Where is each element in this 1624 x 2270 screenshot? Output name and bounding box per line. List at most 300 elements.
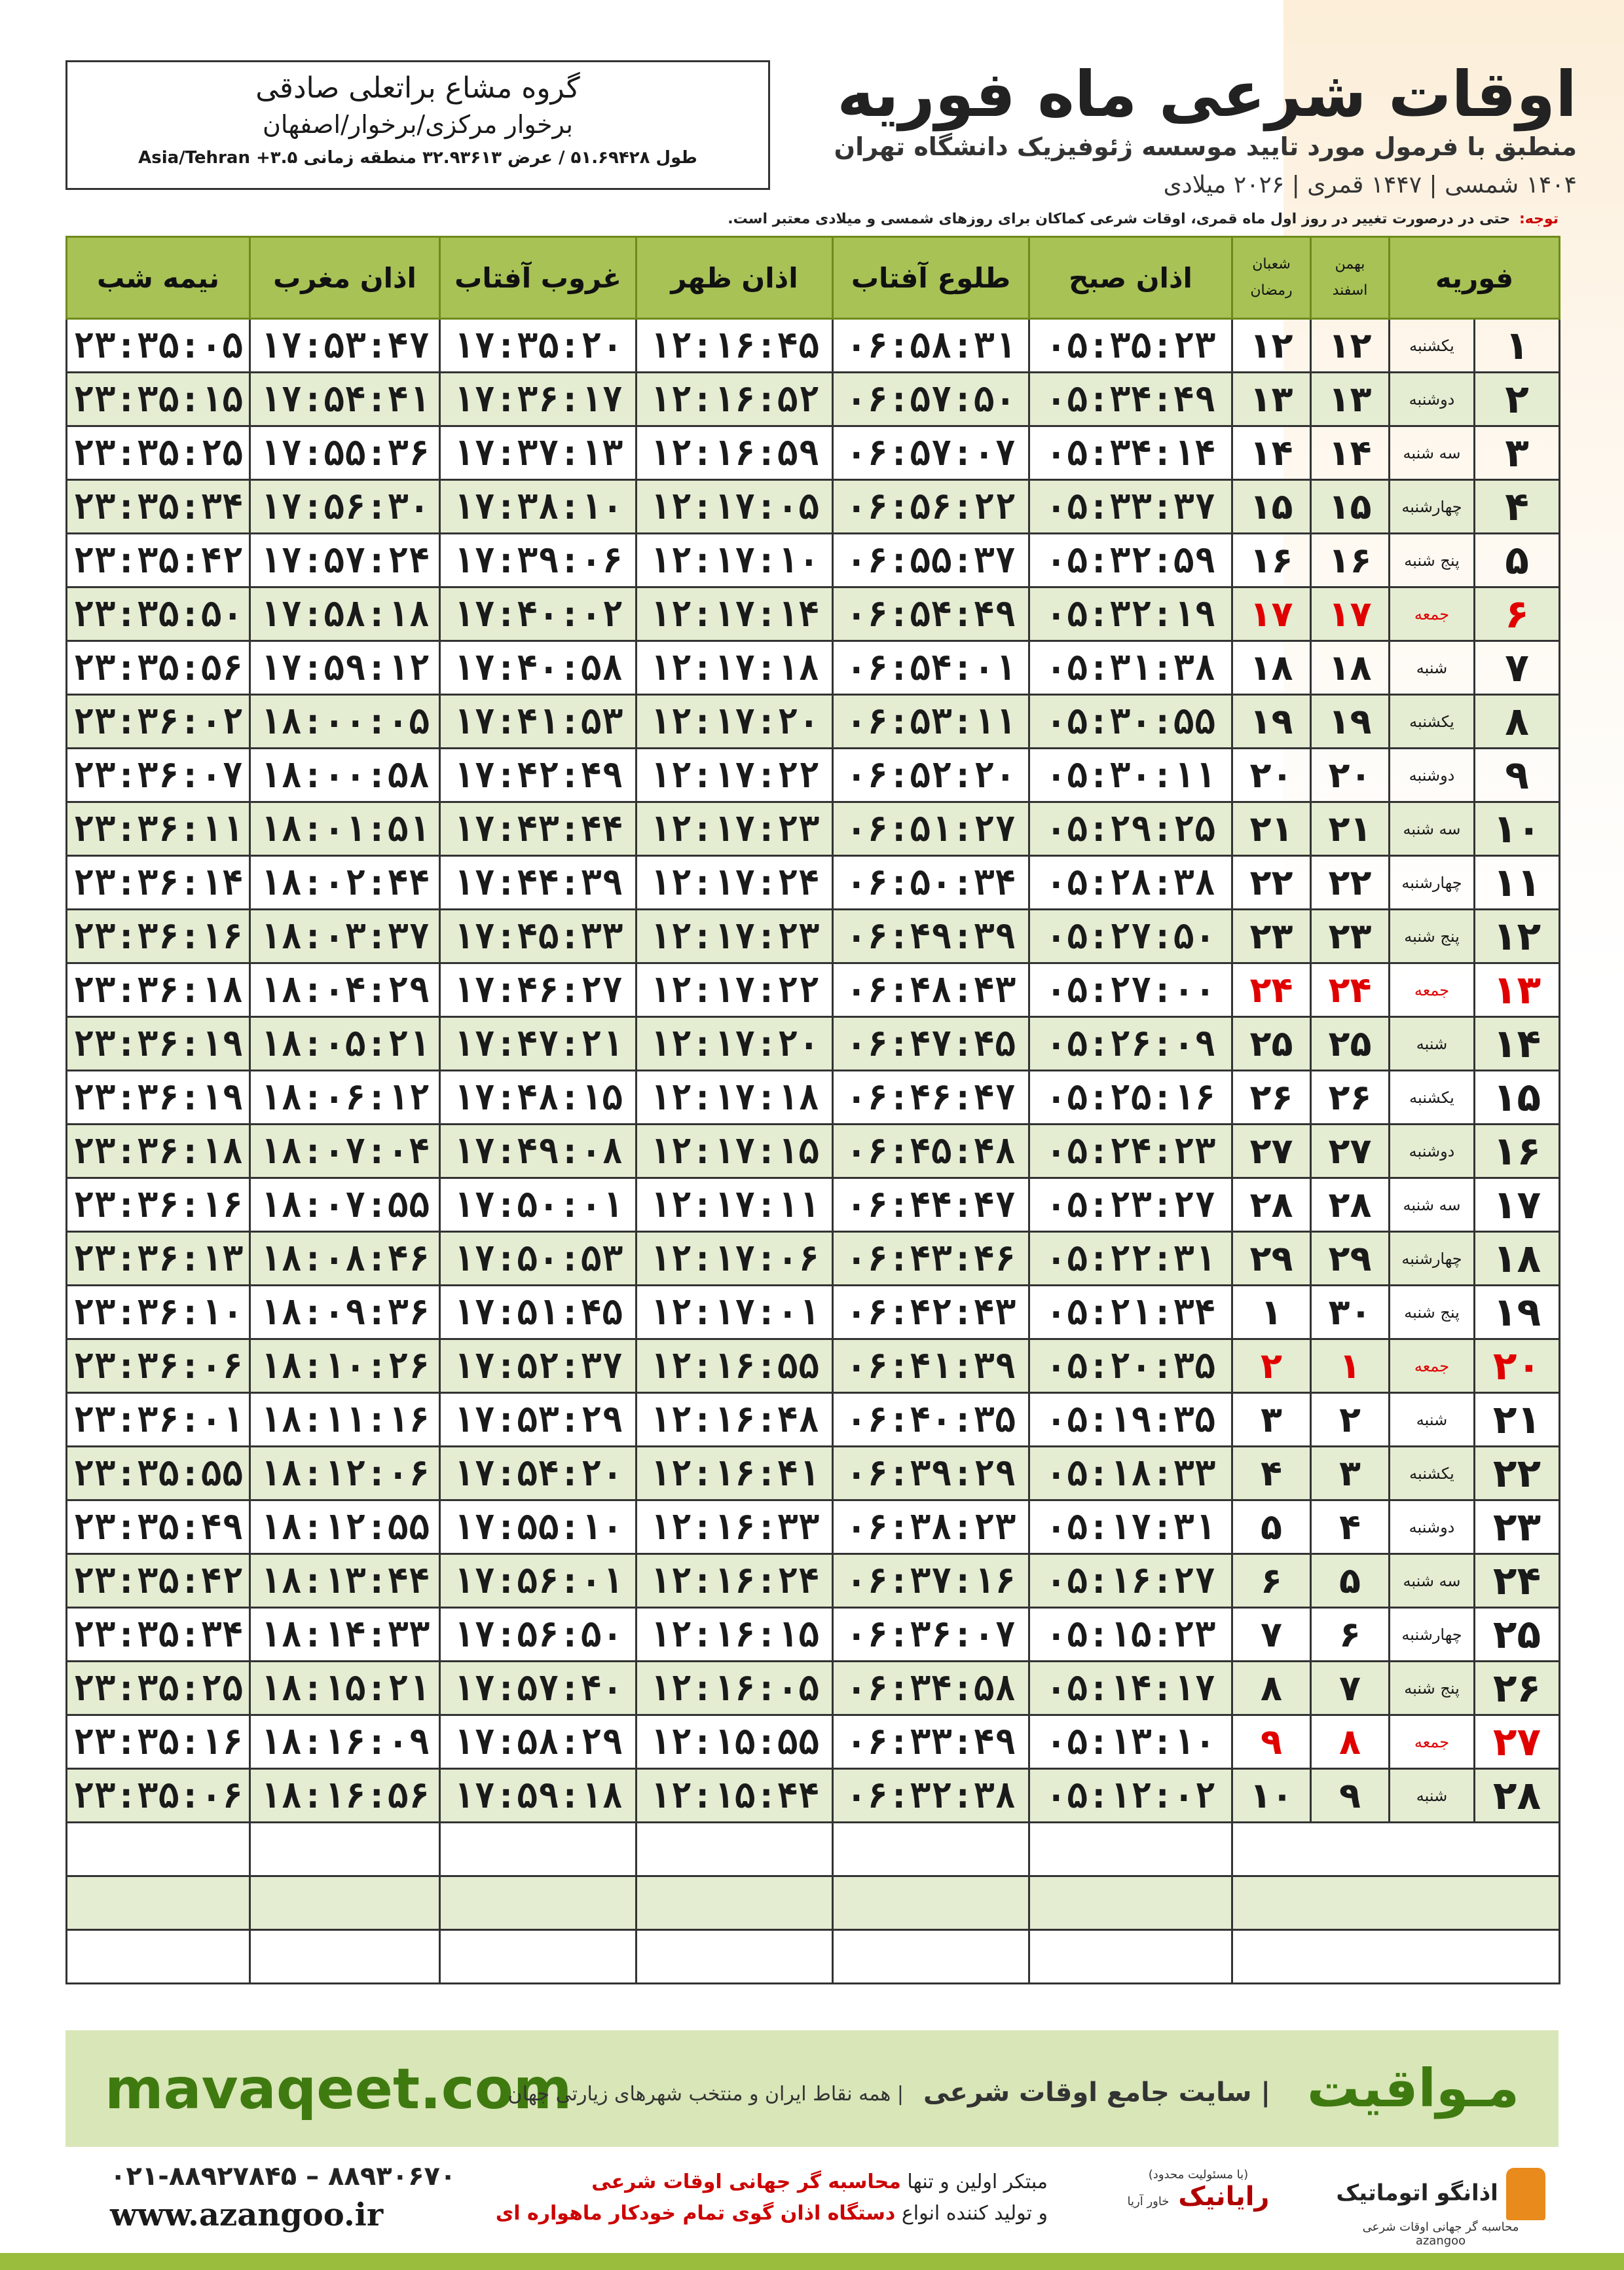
cell-maghrib: ۱۸:۰۳:۳۷: [250, 910, 440, 963]
cell-dhuhr: ۱۲:۱۷:۲۳: [637, 910, 833, 963]
cell-dhuhr: ۱۲:۱۶:۴۱: [637, 1447, 833, 1500]
table-row: [67, 426, 1560, 480]
cell-fajr: ۰۵:۳۲:۱۹: [1029, 587, 1232, 641]
cell-dhuhr: ۱۲:۱۷:۲۳: [637, 802, 833, 856]
cell-fajr: ۰۵:۲۳:۲۷: [1029, 1178, 1232, 1232]
cell-sunset: ۱۷:۵۸:۲۹: [440, 1715, 637, 1769]
cell-hijri: ۱۳: [1232, 373, 1311, 426]
description-line-1: [458, 2167, 1048, 2198]
empty-cell: [440, 1876, 637, 1930]
cell-midnight: ۲۳:۳۶:۱۹: [67, 1071, 250, 1125]
cell-sunrise: ۰۶:۳۲:۳۸: [833, 1769, 1029, 1823]
cell-day: ۹: [1475, 749, 1560, 802]
cell-day: ۲: [1475, 373, 1560, 426]
cell-dhuhr: ۱۲:۱۷:۲۰: [637, 695, 833, 749]
cell-maghrib: ۱۸:۱۶:۰۹: [250, 1715, 440, 1769]
cell-dhuhr: ۱۲:۱۷:۱۸: [637, 641, 833, 695]
cell-maghrib: ۱۷:۵۳:۴۷: [250, 319, 440, 373]
cell-hijri: ۱۸: [1232, 641, 1311, 695]
cell-fajr: ۰۵:۲۴:۲۳: [1029, 1125, 1232, 1178]
empty-cell: [1029, 1876, 1232, 1930]
empty-cell: [250, 1876, 440, 1930]
cell-day: ۲۲: [1475, 1447, 1560, 1500]
cell-hijri: ۲۹: [1232, 1232, 1311, 1286]
cell-midnight: ۲۳:۳۵:۰۶: [67, 1769, 250, 1823]
table-row: [67, 1286, 1560, 1339]
cell-hijri: ۲۴: [1232, 963, 1311, 1017]
empty-row: [67, 1823, 1560, 1876]
cell-sunrise: ۰۶:۴۰:۳۵: [833, 1393, 1029, 1447]
cell-maghrib: ۱۸:۰۵:۲۱: [250, 1017, 440, 1071]
cell-midnight: ۲۳:۳۶:۱۶: [67, 1178, 250, 1232]
cell-maghrib: ۱۸:۱۲:۰۶: [250, 1447, 440, 1500]
cell-sunrise: ۰۶:۵۳:۱۱: [833, 695, 1029, 749]
website-link[interactable]: www.azangoo.ir: [110, 2197, 384, 2233]
cell-weekday: جمعه: [1390, 1715, 1475, 1769]
cell-dhuhr: ۱۲:۱۶:۳۳: [637, 1500, 833, 1554]
cell-sunrise: ۰۶:۳۹:۲۹: [833, 1447, 1029, 1500]
empty-cell: [833, 1930, 1029, 1984]
table-row: [67, 1608, 1560, 1662]
cell-midnight: ۲۳:۳۵:۴۲: [67, 1554, 250, 1608]
cell-midnight: ۲۳:۳۶:۱۶: [67, 910, 250, 963]
cell-fajr: ۰۵:۲۷:۰۰: [1029, 963, 1232, 1017]
contact-info: [110, 2161, 456, 2233]
cell-hijri: ۵: [1232, 1500, 1311, 1554]
cell-hijri: ۴: [1232, 1447, 1311, 1500]
cell-fajr: ۰۵:۱۲:۰۲: [1029, 1769, 1232, 1823]
cell-midnight: ۲۳:۳۵:۳۴: [67, 480, 250, 534]
cell-weekday: سه شنبه: [1390, 426, 1475, 480]
cell-day: ۲۸: [1475, 1769, 1560, 1823]
table-row: [67, 1178, 1560, 1232]
cell-fajr: ۰۵:۲۰:۳۵: [1029, 1339, 1232, 1393]
cell-fajr: ۰۵:۲۹:۲۵: [1029, 802, 1232, 856]
cell-dhuhr: ۱۲:۱۷:۱۸: [637, 1071, 833, 1125]
cell-maghrib: ۱۸:۱۰:۲۶: [250, 1339, 440, 1393]
cell-shamsi: ۲۳: [1311, 910, 1390, 963]
cell-hijri: ۲۱: [1232, 802, 1311, 856]
cell-shamsi: ۲۶: [1311, 1071, 1390, 1125]
cell-sunrise: ۰۶:۵۷:۰۷: [833, 426, 1029, 480]
cell-sunrise: ۰۶:۵۸:۳۱: [833, 319, 1029, 373]
rayanik-logo: [1113, 2168, 1283, 2212]
cell-day: ۱۴: [1475, 1017, 1560, 1071]
cell-midnight: ۲۳:۳۵:۴۲: [67, 534, 250, 587]
cell-hijri: ۲۲: [1232, 856, 1311, 910]
cell-sunrise: ۰۶:۳۷:۱۶: [833, 1554, 1029, 1608]
cell-day: ۲۵: [1475, 1608, 1560, 1662]
cell-sunset: ۱۷:۴۵:۳۳: [440, 910, 637, 963]
cell-sunset: ۱۷:۴۸:۱۵: [440, 1071, 637, 1125]
cell-hijri: ۱۵: [1232, 480, 1311, 534]
cell-sunset: ۱۷:۳۵:۲۰: [440, 319, 637, 373]
cell-shamsi: ۸: [1311, 1715, 1390, 1769]
cell-dhuhr: ۱۲:۱۷:۱۰: [637, 534, 833, 587]
cell-hijri: ۲۰: [1232, 749, 1311, 802]
cell-weekday: یکشنبه: [1390, 1447, 1475, 1500]
empty-cell: [1232, 1876, 1560, 1930]
cell-fajr: ۰۵:۲۷:۵۰: [1029, 910, 1232, 963]
cell-day: ۲۰: [1475, 1339, 1560, 1393]
table-row: [67, 1500, 1560, 1554]
cell-weekday: دوشنبه: [1390, 749, 1475, 802]
cell-weekday: یکشنبه: [1390, 319, 1475, 373]
cell-day: ۱۸: [1475, 1232, 1560, 1286]
cell-dhuhr: ۱۲:۱۷:۲۴: [637, 856, 833, 910]
cell-fajr: ۰۵:۳۳:۳۷: [1029, 480, 1232, 534]
header: [804, 60, 1577, 198]
empty-row: [67, 1930, 1560, 1984]
table-row: [67, 910, 1560, 963]
cell-hijri: ۲: [1232, 1339, 1311, 1393]
cell-maghrib: ۱۷:۵۵:۳۶: [250, 426, 440, 480]
col-maghrib: اذان مغرب: [250, 237, 440, 319]
col-hijri-top: شعبان: [1252, 256, 1291, 273]
cell-maghrib: ۱۸:۰۱:۵۱: [250, 802, 440, 856]
cell-hijri: ۶: [1232, 1554, 1311, 1608]
cell-hijri: ۳: [1232, 1393, 1311, 1447]
cell-fajr: ۰۵:۲۸:۳۸: [1029, 856, 1232, 910]
cell-shamsi: ۳۰: [1311, 1286, 1390, 1339]
cell-dhuhr: ۱۲:۱۷:۱۱: [637, 1178, 833, 1232]
cell-hijri: ۷: [1232, 1608, 1311, 1662]
cell-maghrib: ۱۸:۱۱:۱۶: [250, 1393, 440, 1447]
cell-midnight: ۲۳:۳۶:۰۲: [67, 695, 250, 749]
cell-weekday: پنج شنبه: [1390, 1286, 1475, 1339]
company-description: [458, 2167, 1048, 2229]
cell-maghrib: ۱۷:۵۴:۴۱: [250, 373, 440, 426]
cell-shamsi: ۲۴: [1311, 963, 1390, 1017]
cell-dhuhr: ۱۲:۱۷:۲۲: [637, 963, 833, 1017]
phone-numbers: ۰۲۱-۸۸۹۲۷۸۴۵ – ۸۸۹۳۰۶۷۰: [110, 2161, 456, 2191]
cell-sunset: ۱۷:۵۶:۰۱: [440, 1554, 637, 1608]
cell-sunset: ۱۷:۵۱:۴۵: [440, 1286, 637, 1339]
cell-sunrise: ۰۶:۴۶:۴۷: [833, 1071, 1029, 1125]
brand-tagline: | سایت جامع اوقات شرعی: [923, 2077, 1270, 2108]
cell-midnight: ۲۳:۳۵:۲۵: [67, 1662, 250, 1715]
cell-fajr: ۰۵:۲۲:۳۱: [1029, 1232, 1232, 1286]
cell-dhuhr: ۱۲:۱۷:۲۲: [637, 749, 833, 802]
cell-sunrise: ۰۶:۵۷:۵۰: [833, 373, 1029, 426]
cell-sunset: ۱۷:۵۷:۴۰: [440, 1662, 637, 1715]
cell-day: ۲۷: [1475, 1715, 1560, 1769]
cell-weekday: سه شنبه: [1390, 802, 1475, 856]
cell-sunrise: ۰۶:۵۲:۲۰: [833, 749, 1029, 802]
cell-maghrib: ۱۸:۰۷:۵۵: [250, 1178, 440, 1232]
empty-row: [67, 1876, 1560, 1930]
cell-dhuhr: ۱۲:۱۶:۱۵: [637, 1608, 833, 1662]
cell-day: ۴: [1475, 480, 1560, 534]
empty-cell: [440, 1930, 637, 1984]
empty-cell: [637, 1823, 833, 1876]
cell-weekday: چهارشنبه: [1390, 480, 1475, 534]
cell-midnight: ۲۳:۳۶:۰۶: [67, 1339, 250, 1393]
cell-maghrib: ۱۸:۰۲:۴۴: [250, 856, 440, 910]
empty-cell: [1029, 1930, 1232, 1984]
cell-sunrise: ۰۶:۴۱:۳۹: [833, 1339, 1029, 1393]
col-hijri-bottom: رمضان: [1250, 282, 1293, 299]
cell-sunset: ۱۷:۴۶:۲۷: [440, 963, 637, 1017]
empty-cell: [637, 1876, 833, 1930]
cell-sunrise: ۰۶:۳۶:۰۷: [833, 1608, 1029, 1662]
rayanik-logo-note: (با مسئولیت محدود): [1148, 2168, 1249, 2182]
empty-cell: [440, 1823, 637, 1876]
col-shamsi-top: بهمن: [1335, 256, 1365, 273]
cell-fajr: ۰۵:۳۲:۵۹: [1029, 534, 1232, 587]
cell-weekday: یکشنبه: [1390, 1071, 1475, 1125]
cell-maghrib: ۱۸:۱۲:۵۵: [250, 1500, 440, 1554]
cell-fajr: ۰۵:۳۰:۱۱: [1029, 749, 1232, 802]
cell-midnight: ۲۳:۳۵:۵۵: [67, 1447, 250, 1500]
cell-shamsi: ۲۵: [1311, 1017, 1390, 1071]
cell-hijri: ۲۸: [1232, 1178, 1311, 1232]
cell-hijri: ۲۶: [1232, 1071, 1311, 1125]
table-row: [67, 1715, 1560, 1769]
cell-shamsi: ۹: [1311, 1769, 1390, 1823]
cell-dhuhr: ۱۲:۱۷:۰۶: [637, 1232, 833, 1286]
cell-fajr: ۰۵:۱۴:۱۷: [1029, 1662, 1232, 1715]
minaret-icon: [1506, 2168, 1545, 2220]
cell-midnight: ۲۳:۳۶:۱۴: [67, 856, 250, 910]
cell-maghrib: ۱۸:۱۶:۵۶: [250, 1769, 440, 1823]
cell-midnight: ۲۳:۳۶:۱۹: [67, 1017, 250, 1071]
col-shamsi-bottom: اسفند: [1332, 282, 1368, 299]
cell-weekday: جمعه: [1390, 587, 1475, 641]
cell-hijri: ۱۰: [1232, 1769, 1311, 1823]
col-sunset: غروب آفتاب: [440, 237, 637, 319]
cell-shamsi: ۲۰: [1311, 749, 1390, 802]
cell-sunset: ۱۷:۵۴:۲۰: [440, 1447, 637, 1500]
cell-sunset: ۱۷:۵۵:۱۰: [440, 1500, 637, 1554]
cell-shamsi: ۱۵: [1311, 480, 1390, 534]
table-row: [67, 1393, 1560, 1447]
table-row: [67, 1769, 1560, 1823]
cell-sunset: ۱۷:۴۰:۰۲: [440, 587, 637, 641]
cell-maghrib: ۱۸:۰۴:۲۹: [250, 963, 440, 1017]
description-2b: دستگاه اذان گوی تمام خودکار ماهواره ای: [495, 2202, 896, 2225]
cell-maghrib: ۱۸:۱۳:۴۴: [250, 1554, 440, 1608]
location-coordinates: طول ۵۱.۶۹۴۲۸ / عرض ۳۲.۹۳۶۱۳ منطقه زمانی ۳.۵+ Asia/Tehran: [138, 148, 697, 168]
calendar-years: ۱۴۰۴ شمسی | ۱۴۴۷ قمری | ۲۰۲۶ میلادی: [1163, 171, 1577, 198]
cell-maghrib: ۱۷:۵۸:۱۸: [250, 587, 440, 641]
table-row: [67, 963, 1560, 1017]
cell-sunset: ۱۷:۵۳:۲۹: [440, 1393, 637, 1447]
cell-weekday: دوشنبه: [1390, 373, 1475, 426]
cell-maghrib: ۱۸:۰۹:۳۶: [250, 1286, 440, 1339]
cell-weekday: سه شنبه: [1390, 1178, 1475, 1232]
col-hijri: [1232, 237, 1311, 319]
cell-shamsi: ۲۱: [1311, 802, 1390, 856]
table-row: [67, 1554, 1560, 1608]
cell-shamsi: ۳: [1311, 1447, 1390, 1500]
cell-maghrib: ۱۸:۰۶:۱۲: [250, 1071, 440, 1125]
cell-dhuhr: ۱۲:۱۷:۲۰: [637, 1017, 833, 1071]
empty-cell: [1232, 1930, 1560, 1984]
table-row: [67, 534, 1560, 587]
note-text: حتی در درصورت تغییر در روز اول ماه قمری، اوقات شرعی کماکان برای روزهای شمسی و میلادی معتبر است.: [728, 211, 1511, 227]
empty-cell: [67, 1876, 250, 1930]
table-row: [67, 641, 1560, 695]
cell-day: ۱۳: [1475, 963, 1560, 1017]
cell-weekday: شنبه: [1390, 1393, 1475, 1447]
empty-cell: [250, 1823, 440, 1876]
cell-midnight: ۲۳:۳۵:۲۵: [67, 426, 250, 480]
cell-hijri: ۲۷: [1232, 1125, 1311, 1178]
cell-midnight: ۲۳:۳۶:۰۱: [67, 1393, 250, 1447]
brand-tagline-2: | همه نقاط ایران و منتخب شهرهای زیارتی جهان: [507, 2083, 904, 2106]
cell-fajr: ۰۵:۳۴:۱۴: [1029, 426, 1232, 480]
cell-midnight: ۲۳:۳۶:۱۸: [67, 1125, 250, 1178]
cell-sunset: ۱۷:۴۱:۵۳: [440, 695, 637, 749]
cell-sunset: ۱۷:۴۷:۲۱: [440, 1017, 637, 1071]
cell-weekday: جمعه: [1390, 963, 1475, 1017]
location-name: گروه مشاع براتعلی صادقی: [255, 71, 580, 105]
cell-sunrise: ۰۶:۵۴:۰۱: [833, 641, 1029, 695]
cell-sunset: ۱۷:۵۲:۳۷: [440, 1339, 637, 1393]
cell-midnight: ۲۳:۳۶:۱۱: [67, 802, 250, 856]
cell-fajr: ۰۵:۳۴:۴۹: [1029, 373, 1232, 426]
location-box: [65, 60, 770, 190]
cell-weekday: چهارشنبه: [1390, 856, 1475, 910]
note-label: توجه:: [1519, 211, 1559, 227]
empty-cell: [67, 1930, 250, 1984]
table-row: [67, 1447, 1560, 1500]
cell-shamsi: ۲۲: [1311, 856, 1390, 910]
cell-fajr: ۰۵:۱۶:۲۷: [1029, 1554, 1232, 1608]
note: [65, 211, 1559, 227]
col-dhuhr: اذان ظهر: [637, 237, 833, 319]
table-row: [67, 373, 1560, 426]
cell-maghrib: ۱۷:۵۹:۱۲: [250, 641, 440, 695]
cell-fajr: ۰۵:۲۵:۱۶: [1029, 1071, 1232, 1125]
cell-fajr: ۰۵:۲۱:۳۴: [1029, 1286, 1232, 1339]
cell-maghrib: ۱۷:۵۶:۳۰: [250, 480, 440, 534]
cell-day: ۱۰: [1475, 802, 1560, 856]
cell-day: ۷: [1475, 641, 1560, 695]
table-row: [67, 1017, 1560, 1071]
cell-midnight: ۲۳:۳۵:۱۵: [67, 373, 250, 426]
cell-sunset: ۱۷:۳۹:۰۶: [440, 534, 637, 587]
cell-maghrib: ۱۸:۰۰:۵۸: [250, 749, 440, 802]
cell-hijri: ۹: [1232, 1715, 1311, 1769]
cell-sunrise: ۰۶:۵۵:۳۷: [833, 534, 1029, 587]
cell-shamsi: ۷: [1311, 1662, 1390, 1715]
cell-day: ۱۷: [1475, 1178, 1560, 1232]
col-fajr: اذان صبح: [1029, 237, 1232, 319]
description-1b: محاسبه گر جهانی اوقات شرعی: [591, 2170, 901, 2193]
cell-day: ۵: [1475, 534, 1560, 587]
footer-banner: [65, 2030, 1559, 2147]
cell-day: ۱۹: [1475, 1286, 1560, 1339]
cell-fajr: ۰۵:۳۰:۵۵: [1029, 695, 1232, 749]
table-row: [67, 749, 1560, 802]
cell-sunrise: ۰۶:۴۲:۴۳: [833, 1286, 1029, 1339]
cell-day: ۱۲: [1475, 910, 1560, 963]
cell-midnight: ۲۳:۳۵:۵۶: [67, 641, 250, 695]
cell-weekday: شنبه: [1390, 641, 1475, 695]
cell-day: ۱۵: [1475, 1071, 1560, 1125]
rayanik-logo-title: رایانیک: [1178, 2182, 1270, 2212]
cell-shamsi: ۲۹: [1311, 1232, 1390, 1286]
cell-weekday: یکشنبه: [1390, 695, 1475, 749]
cell-day: ۳: [1475, 426, 1560, 480]
cell-dhuhr: ۱۲:۱۶:۴۸: [637, 1393, 833, 1447]
cell-maghrib: ۱۸:۱۴:۳۳: [250, 1608, 440, 1662]
cell-shamsi: ۲۷: [1311, 1125, 1390, 1178]
cell-sunrise: ۰۶:۵۴:۴۹: [833, 587, 1029, 641]
cell-sunset: ۱۷:۳۷:۱۳: [440, 426, 637, 480]
cell-sunrise: ۰۶:۴۴:۴۷: [833, 1178, 1029, 1232]
cell-maghrib: ۱۸:۰۷:۰۴: [250, 1125, 440, 1178]
cell-midnight: ۲۳:۳۶:۰۷: [67, 749, 250, 802]
col-month: فوریه: [1390, 237, 1560, 319]
cell-weekday: شنبه: [1390, 1017, 1475, 1071]
cell-midnight: ۲۳:۳۵:۴۹: [67, 1500, 250, 1554]
cell-hijri: ۲۵: [1232, 1017, 1311, 1071]
cell-hijri: ۱: [1232, 1286, 1311, 1339]
cell-sunset: ۱۷:۵۹:۱۸: [440, 1769, 637, 1823]
cell-sunrise: ۰۶:۳۳:۴۹: [833, 1715, 1029, 1769]
cell-shamsi: ۱۹: [1311, 695, 1390, 749]
cell-weekday: شنبه: [1390, 1769, 1475, 1823]
cell-sunset: ۱۷:۳۸:۱۰: [440, 480, 637, 534]
cell-sunset: ۱۷:۴۰:۵۸: [440, 641, 637, 695]
cell-shamsi: ۱۶: [1311, 534, 1390, 587]
cell-day: ۲۱: [1475, 1393, 1560, 1447]
cell-midnight: ۲۳:۳۵:۰۵: [67, 319, 250, 373]
cell-dhuhr: ۱۲:۱۶:۰۵: [637, 1662, 833, 1715]
location-region: برخوار مرکزی/برخوار/اصفهان: [263, 110, 573, 139]
bottom-bar: [0, 2253, 1624, 2270]
table-row: [67, 802, 1560, 856]
cell-shamsi: ۱۷: [1311, 587, 1390, 641]
cell-sunrise: ۰۶:۳۸:۲۳: [833, 1500, 1029, 1554]
cell-dhuhr: ۱۲:۱۶:۵۹: [637, 426, 833, 480]
col-sunrise: طلوع آفتاب: [833, 237, 1029, 319]
table-body: [67, 319, 1560, 1984]
cell-day: ۱: [1475, 319, 1560, 373]
cell-fajr: ۰۵:۱۹:۳۵: [1029, 1393, 1232, 1447]
description-2a: و تولید کننده انواع: [901, 2202, 1048, 2225]
cell-shamsi: ۱: [1311, 1339, 1390, 1393]
site-url[interactable]: mavaqeet.com: [105, 2056, 572, 2122]
cell-midnight: ۲۳:۳۶:۱۰: [67, 1286, 250, 1339]
prayer-times-table: [65, 236, 1560, 1984]
page-subtitle: منطبق با فرمول مورد تایید موسسه ژئوفیزیک دانشگاه تهران: [834, 132, 1577, 161]
cell-weekday: پنج شنبه: [1390, 534, 1475, 587]
cell-weekday: چهارشنبه: [1390, 1232, 1475, 1286]
cell-weekday: جمعه: [1390, 1339, 1475, 1393]
table-row: [67, 587, 1560, 641]
cell-sunset: ۱۷:۴۲:۴۹: [440, 749, 637, 802]
table-row: [67, 1662, 1560, 1715]
cell-dhuhr: ۱۲:۱۵:۴۴: [637, 1769, 833, 1823]
cell-fajr: ۰۵:۱۸:۳۳: [1029, 1447, 1232, 1500]
cell-fajr: ۰۵:۱۳:۱۰: [1029, 1715, 1232, 1769]
table-row: [67, 319, 1560, 373]
cell-sunrise: ۰۶:۳۴:۵۸: [833, 1662, 1029, 1715]
cell-dhuhr: ۱۲:۱۶:۴۵: [637, 319, 833, 373]
table-header-row: [67, 237, 1560, 319]
cell-weekday: دوشنبه: [1390, 1125, 1475, 1178]
cell-day: ۲۳: [1475, 1500, 1560, 1554]
cell-day: ۱۱: [1475, 856, 1560, 910]
cell-day: ۱۶: [1475, 1125, 1560, 1178]
cell-shamsi: ۲۸: [1311, 1178, 1390, 1232]
cell-day: ۲۴: [1475, 1554, 1560, 1608]
azangoo-logo-title: اذانگو اتوماتیک: [1336, 2180, 1498, 2206]
